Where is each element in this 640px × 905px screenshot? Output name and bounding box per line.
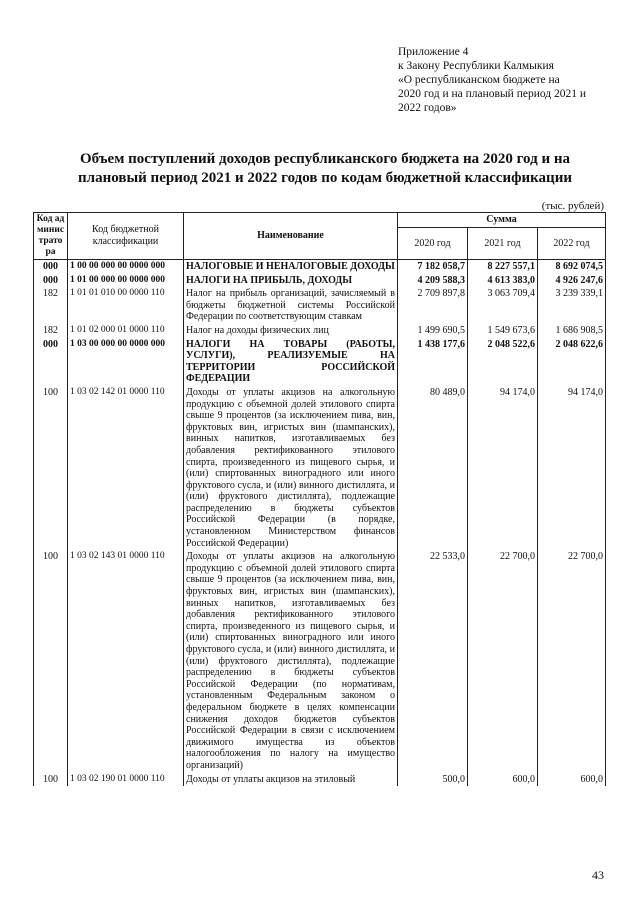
header-admin-code: Код администратора	[34, 213, 68, 260]
row-code: 1 03 02 143 01 0000 110	[68, 550, 184, 772]
row-name: Доходы от уплаты акцизов на алкогольную продукцию с объемной долей этилового спирта свыше 9 процентов (за исключением пива, вин, фруктовых вин, игристых вин (шампанских), винных напитков, изготавливаемых без добавления ректификованного этилового спирта, произведенного из пищевого сырья, и (или) спиртованных виноградного или иного фруктового сусла, и (или) винного дистиллята, и (или) фруктового дистиллята), подлежащие распределению в бюджеты субъектов Российской Федерации (по нормативам, установленным Федеральным законом о федеральном бюджете в целях компенсации снижения доходов бюджетов субъектов Российской Федерации в связи с исключением движимого имущества из объектов налогообложения по налогу на имущество организаций)	[184, 550, 398, 772]
header-budget-code: Код бюджетной классификации	[68, 213, 184, 260]
row-name: НАЛОГОВЫЕ И НЕНАЛОГОВЫЕ ДОХОДЫ	[184, 260, 398, 274]
row-code: 1 00 00 000 00 0000 000	[68, 260, 184, 274]
row-code: 1 03 02 190 01 0000 110	[68, 773, 184, 787]
row-name: Налог на доходы физических лиц	[184, 324, 398, 338]
row-admin: 182	[34, 287, 68, 324]
table-row	[34, 260, 606, 274]
appendix-line: «О республиканском бюджете на	[398, 74, 560, 86]
row-admin: 100	[34, 386, 68, 550]
row-2022: 600,0	[538, 773, 606, 787]
row-2022: 4 926 247,6	[538, 274, 606, 288]
row-2020: 1 438 177,6	[398, 338, 468, 386]
row-2021: 4 613 383,0	[468, 274, 538, 288]
header-year-2021: 2021 год	[468, 228, 538, 260]
row-2021: 22 700,0	[468, 550, 538, 772]
row-2020: 4 209 588,3	[398, 274, 468, 288]
row-2020: 22 533,0	[398, 550, 468, 772]
row-2022: 22 700,0	[538, 550, 606, 772]
header-name: Наименование	[184, 213, 398, 260]
row-code: 1 03 02 142 01 0000 110	[68, 386, 184, 550]
revenue-table	[33, 212, 606, 786]
row-admin: 000	[34, 274, 68, 288]
row-2021: 94 174,0	[468, 386, 538, 550]
row-2022: 3 239 339,1	[538, 287, 606, 324]
row-2020: 1 499 690,5	[398, 324, 468, 338]
table-row	[34, 274, 606, 288]
page-number: 43	[592, 868, 604, 882]
row-2020: 2 709 897,8	[398, 287, 468, 324]
table-row	[34, 324, 606, 338]
unit-note: (тыс. рублей)	[541, 200, 604, 212]
row-2021: 1 549 673,6	[468, 324, 538, 338]
row-name: НАЛОГИ НА ПРИБЫЛЬ, ДОХОДЫ	[184, 274, 398, 288]
row-2022: 1 686 908,5	[538, 324, 606, 338]
row-2022: 2 048 622,6	[538, 338, 606, 386]
row-admin: 100	[34, 773, 68, 787]
row-2021: 8 227 557,1	[468, 260, 538, 274]
row-admin: 182	[34, 324, 68, 338]
table-row	[34, 773, 606, 787]
header-sum: Сумма	[398, 213, 606, 228]
appendix-line: 2020 год и на плановый период 2021 и	[398, 88, 587, 100]
appendix-line: к Закону Республики Калмыкия	[398, 60, 554, 72]
table-row	[34, 386, 606, 550]
appendix-line: 2022 годов»	[398, 102, 457, 114]
row-2021: 600,0	[468, 773, 538, 787]
table-row	[34, 550, 606, 772]
document-title: Объем поступлений доходов республиканского бюджета на 2020 год и на плановый период 2021 и 2022 годов по кодам бюджетной классификации	[78, 151, 572, 186]
table-row	[34, 338, 606, 386]
row-2021: 3 063 709,4	[468, 287, 538, 324]
row-code: 1 03 00 000 00 0000 000	[68, 338, 184, 386]
row-2020: 80 489,0	[398, 386, 468, 550]
row-code: 1 01 01 010 00 0000 110	[68, 287, 184, 324]
header-year-2020: 2020 год	[398, 228, 468, 260]
row-name: Налог на прибыль организаций, зачисляемый в бюджеты бюджетной системы Российской Федерации по соответствующим ставкам	[184, 287, 398, 324]
row-admin: 000	[34, 260, 68, 274]
row-code: 1 01 02 000 01 0000 110	[68, 324, 184, 338]
row-2022: 94 174,0	[538, 386, 606, 550]
row-2022: 8 692 074,5	[538, 260, 606, 274]
appendix-line: Приложение 4	[398, 46, 469, 58]
row-name: НАЛОГИ НА ТОВАРЫ (РАБОТЫ, УСЛУГИ), РЕАЛИЗУЕМЫЕ НА ТЕРРИТОРИИ РОССИЙСКОЙ ФЕДЕРАЦИИ	[184, 338, 398, 386]
row-admin: 000	[34, 338, 68, 386]
table-row	[34, 287, 606, 324]
row-2021: 2 048 522,6	[468, 338, 538, 386]
row-2020: 7 182 058,7	[398, 260, 468, 274]
header-year-2022: 2022 год	[538, 228, 606, 260]
row-name: Доходы от уплаты акцизов на алкогольную продукцию с объемной долей этилового спирта свыше 9 процентов (за исключением пива, вин, фруктовых вин, игристых вин (шампанских), винных напитков, изготавливаемых без добавления ректификованного этилового спирта, произведенного из пищевого сырья, и (или) спиртованных виноградного или иного фруктового сусла, и (или) винного дистиллята, и (или) фруктового дистиллята), подлежащие распределению в бюджеты субъектов Российской Федерации (в порядке, установленном Министерством финансов Российской Федерации)	[184, 386, 398, 550]
row-admin: 100	[34, 550, 68, 772]
row-name: Доходы от уплаты акцизов на этиловый	[184, 773, 398, 787]
row-code: 1 01 00 000 00 0000 000	[68, 274, 184, 288]
row-2020: 500,0	[398, 773, 468, 787]
appendix-note	[398, 45, 608, 115]
